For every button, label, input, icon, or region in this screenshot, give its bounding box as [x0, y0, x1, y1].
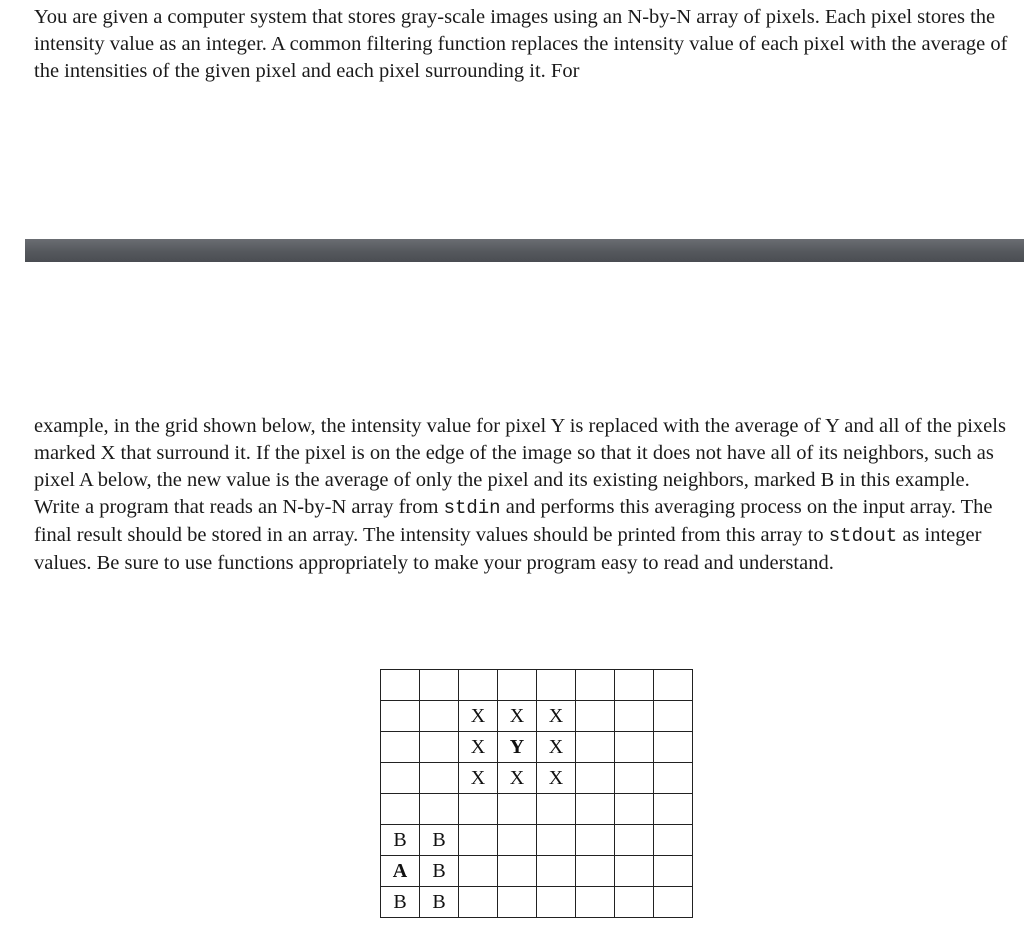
- page-divider-bar: [25, 239, 1024, 262]
- grid-cell: [381, 670, 420, 701]
- stdin-code: stdin: [443, 497, 501, 519]
- grid-cell: [459, 670, 498, 701]
- grid-cell: [537, 856, 576, 887]
- grid-cell: B: [420, 856, 459, 887]
- grid-cell: [537, 794, 576, 825]
- grid-cell: X: [459, 732, 498, 763]
- grid-cell: X: [498, 763, 537, 794]
- grid-cell: A: [381, 856, 420, 887]
- grid-cell: [459, 856, 498, 887]
- grid-cell: [498, 670, 537, 701]
- grid-cell: B: [381, 825, 420, 856]
- grid-cell: B: [420, 887, 459, 918]
- grid-cell: [615, 887, 654, 918]
- grid-cell: [498, 887, 537, 918]
- intro-paragraph: You are given a computer system that stores gray-scale images using an N-by-N array of pixels. Each pixel stores the intensity value as an integer. A common filtering function replaces the intensity value of each pixel with the average of the intensities of the given pixel and each pixel surrounding it. For: [34, 6, 1008, 82]
- grid-row: [381, 856, 693, 887]
- grid-cell: X: [498, 701, 537, 732]
- grid-cell: B: [381, 887, 420, 918]
- grid-cell: [615, 670, 654, 701]
- grid-cell: [381, 763, 420, 794]
- example-text-part3: as integer values. Be sure to use functions appropriately to make your program easy to read and understand.: [34, 524, 982, 574]
- grid-cell: [615, 794, 654, 825]
- grid-cell: [576, 887, 615, 918]
- grid-cell: [576, 670, 615, 701]
- grid-row: [381, 763, 693, 794]
- grid-cell: [381, 794, 420, 825]
- grid-cell: [420, 701, 459, 732]
- grid-cell: [420, 732, 459, 763]
- grid-row: [381, 701, 693, 732]
- grid-cell: [459, 887, 498, 918]
- grid-row: [381, 670, 693, 701]
- grid-cell: [615, 825, 654, 856]
- grid-cell: [654, 856, 693, 887]
- grid-cell: [654, 732, 693, 763]
- grid-cell: X: [537, 732, 576, 763]
- grid-row: [381, 825, 693, 856]
- grid-row: [381, 887, 693, 918]
- grid-cell: [615, 732, 654, 763]
- grid-cell: [420, 670, 459, 701]
- pixel-grid: [380, 669, 693, 918]
- grid-cell: [654, 763, 693, 794]
- grid-cell: [381, 732, 420, 763]
- grid-cell: [654, 794, 693, 825]
- grid-cell: [498, 856, 537, 887]
- grid-row: [381, 732, 693, 763]
- grid-cell: [576, 856, 615, 887]
- grid-cell: [576, 794, 615, 825]
- example-text-part2: and performs this averaging process on the input array. The final result should be stored in an array. The intensity values should be printed from this array to: [34, 496, 993, 546]
- grid-cell: X: [459, 763, 498, 794]
- example-text-part1: example, in the grid shown below, the intensity value for pixel Y is replaced with the average of Y and all of the pixels marked X that surround it. If the pixel is on the edge of the image so that it does not have all of its neighbors, such as pixel A below, the new value is the average of only the pixel and its existing neighbors, marked B in this example. Write a program that reads an N-by-N array from: [34, 415, 1006, 518]
- grid-cell: [615, 763, 654, 794]
- grid-cell: [654, 887, 693, 918]
- grid-cell: [654, 670, 693, 701]
- grid-cell: B: [420, 825, 459, 856]
- grid-cell: [654, 825, 693, 856]
- grid-cell: [498, 825, 537, 856]
- grid-cell: [459, 825, 498, 856]
- grid-row: [381, 794, 693, 825]
- grid-cell: [576, 763, 615, 794]
- grid-cell: [576, 825, 615, 856]
- grid-cell: [537, 825, 576, 856]
- example-paragraph: [34, 413, 1019, 577]
- grid-cell: [537, 670, 576, 701]
- grid-cell: [498, 794, 537, 825]
- grid-cell: [381, 701, 420, 732]
- stdout-code: stdout: [828, 525, 898, 547]
- grid-cell: [615, 856, 654, 887]
- grid-cell: [459, 794, 498, 825]
- grid-cell: X: [537, 763, 576, 794]
- grid-cell: X: [459, 701, 498, 732]
- grid-cell: [537, 887, 576, 918]
- grid-cell: [576, 732, 615, 763]
- grid-cell: [615, 701, 654, 732]
- grid-cell: [576, 701, 615, 732]
- grid-cell: Y: [498, 732, 537, 763]
- grid-cell: [420, 763, 459, 794]
- grid-cell: [420, 794, 459, 825]
- grid-cell: [654, 701, 693, 732]
- pixel-grid-figure: [380, 669, 693, 918]
- grid-cell: X: [537, 701, 576, 732]
